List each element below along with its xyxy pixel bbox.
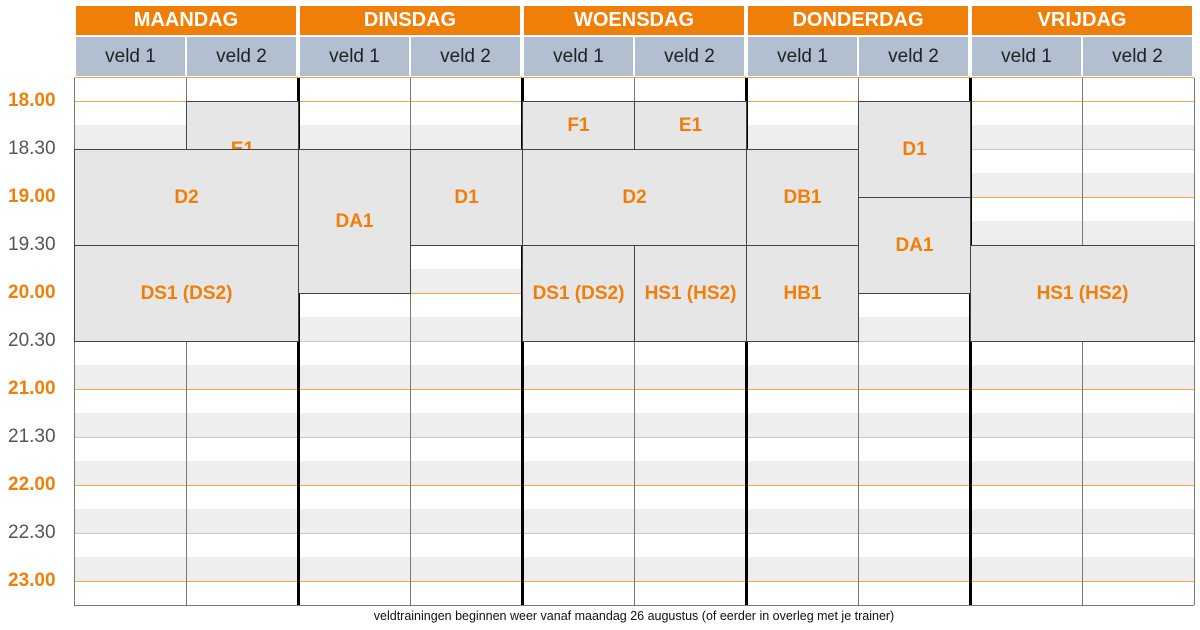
training-session: DA1 (858, 197, 971, 294)
training-session: E1 (634, 101, 747, 150)
training-session: D2 (522, 149, 747, 246)
field-header: veld 1 (972, 37, 1081, 76)
training-session: HB1 (746, 245, 859, 342)
day-header-woensdag: WOENSDAG (524, 6, 744, 35)
time-label: 20.00 (8, 282, 56, 303)
field-header: veld 1 (524, 37, 633, 76)
day-header-dinsdag: DINSDAG (300, 6, 520, 35)
time-label: 20.30 (8, 330, 56, 351)
day-header-maandag: MAANDAG (76, 6, 296, 35)
field-header: veld 2 (1083, 37, 1192, 76)
footnote: veldtrainingen beginnen weer vanaf maandag 26 augustus (of eerder in overleg met je trainer) (373, 609, 895, 623)
field-header: veld 2 (859, 37, 968, 76)
training-session: DB1 (746, 149, 859, 246)
training-session: F1 (522, 101, 635, 150)
time-label: 19.30 (8, 234, 56, 255)
training-session: D2 (74, 149, 299, 246)
training-session: DS1 (DS2) (74, 245, 299, 342)
grid-top-line (74, 77, 1194, 78)
day-header-vrijdag: VRIJDAG (972, 6, 1192, 35)
day-header-donderdag: DONDERDAG (748, 6, 968, 35)
time-label: 22.00 (8, 474, 56, 495)
time-label: 18.30 (8, 138, 56, 159)
training-session: D1 (410, 149, 523, 246)
field-header: veld 2 (635, 37, 744, 76)
time-label: 18.00 (8, 90, 56, 111)
time-label: 23.00 (8, 570, 56, 591)
field-header: veld 2 (187, 37, 296, 76)
time-label: 21.30 (8, 426, 56, 447)
field-header: veld 2 (411, 37, 520, 76)
field-header: veld 1 (748, 37, 857, 76)
field-header: veld 1 (300, 37, 409, 76)
training-session: D1 (858, 101, 971, 198)
time-label: 22.30 (8, 522, 56, 543)
time-label: 21.00 (8, 378, 56, 399)
training-session: DS1 (DS2) (522, 245, 635, 342)
field-header: veld 1 (76, 37, 185, 76)
training-session: HS1 (HS2) (634, 245, 747, 342)
grid-bottom-line (74, 605, 1194, 606)
training-session: HS1 (HS2) (970, 245, 1195, 342)
time-label: 19.00 (8, 186, 56, 207)
training-session: DA1 (298, 149, 411, 294)
